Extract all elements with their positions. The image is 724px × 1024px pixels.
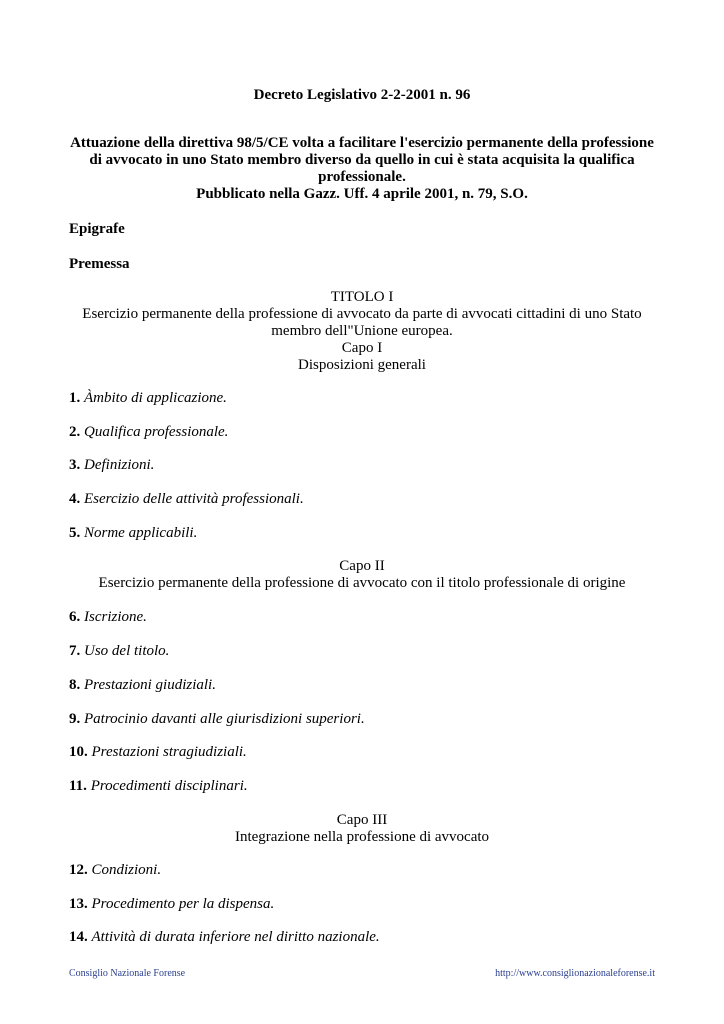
- article-item[interactable]: [69, 929, 380, 946]
- document-subtitle: [69, 135, 655, 203]
- article-title[interactable]: Condizioni.: [91, 862, 162, 878]
- titolo-1-description: Esercizio permanente della professione di avvocato da parte di avvocati cittadini di uno Stato membro dell"Unione europea.: [82, 306, 642, 339]
- article-title[interactable]: Patrocinio davanti alle giurisdizioni superiori.: [84, 711, 365, 727]
- article-item[interactable]: [69, 609, 147, 626]
- article-title[interactable]: Procedimenti disciplinari.: [90, 778, 248, 794]
- article-item[interactable]: [69, 491, 304, 508]
- footer-url-link[interactable]: http://www.consiglionazionaleforense.it: [495, 968, 655, 979]
- article-number: 3.: [69, 457, 81, 473]
- article-number: 9.: [69, 711, 81, 727]
- article-item[interactable]: [69, 862, 161, 879]
- capo-3-description: Integrazione nella professione di avvocato: [234, 829, 490, 845]
- article-item[interactable]: [69, 390, 227, 407]
- titolo-1-title: TITOLO I: [330, 289, 394, 305]
- article-item[interactable]: [69, 896, 274, 913]
- article-item[interactable]: [69, 457, 154, 474]
- article-title[interactable]: Prestazioni giudiziali.: [84, 677, 216, 693]
- titolo-1-heading: [69, 289, 655, 374]
- premessa-label[interactable]: Premessa: [69, 256, 130, 272]
- capo-2-title: Capo II: [339, 558, 385, 574]
- article-number: 6.: [69, 609, 81, 625]
- article-item[interactable]: [69, 643, 169, 660]
- article-item[interactable]: [69, 711, 365, 728]
- article-number: 2.: [69, 424, 81, 440]
- article-item[interactable]: [69, 744, 247, 761]
- footer-publisher: Consiglio Nazionale Forense: [69, 968, 186, 979]
- article-number: 12.: [69, 862, 88, 878]
- capo-2-heading: [69, 558, 655, 592]
- epigrafe-label[interactable]: Epigrafe: [69, 221, 125, 237]
- article-title[interactable]: Attività di durata inferiore nel diritto nazionale.: [91, 929, 380, 945]
- subtitle-text: Attuazione della direttiva 98/5/CE volta a facilitare l'esercizio permanente della professione di avvocato in uno Stato membro diverso da quello in cui è stata acquisita la qualifica professionale.: [70, 135, 654, 185]
- article-title[interactable]: Procedimento per la dispensa.: [91, 896, 275, 912]
- article-title[interactable]: Àmbito di applicazione.: [84, 390, 227, 406]
- article-item[interactable]: [69, 778, 248, 795]
- capo-2-description: Esercizio permanente della professione di avvocato con il titolo professionale di origine: [98, 575, 626, 591]
- article-number: 1.: [69, 390, 81, 406]
- capo-1-title: Capo I: [341, 340, 383, 356]
- article-number: 11.: [69, 778, 87, 794]
- capo-1-description: Disposizioni generali: [298, 357, 426, 373]
- article-item[interactable]: [69, 525, 197, 542]
- article-number: 7.: [69, 643, 81, 659]
- capo-3-title: Capo III: [336, 812, 388, 828]
- article-number: 13.: [69, 896, 88, 912]
- article-number: 14.: [69, 929, 88, 945]
- article-item[interactable]: [69, 677, 216, 694]
- article-number: 10.: [69, 744, 88, 760]
- article-title[interactable]: Definizioni.: [84, 457, 155, 473]
- article-number: 8.: [69, 677, 81, 693]
- document-title: Decreto Legislativo 2-2-2001 n. 96: [253, 87, 471, 103]
- article-title[interactable]: Prestazioni stragiudiziali.: [91, 744, 247, 760]
- article-title[interactable]: Esercizio delle attività professionali.: [84, 491, 304, 507]
- article-item[interactable]: [69, 424, 228, 441]
- article-number: 4.: [69, 491, 81, 507]
- article-title[interactable]: Iscrizione.: [84, 609, 147, 625]
- article-number: 5.: [69, 525, 81, 541]
- article-title[interactable]: Qualifica professionale.: [84, 424, 229, 440]
- capo-3-heading: [69, 812, 655, 846]
- article-title[interactable]: Norme applicabili.: [84, 525, 198, 541]
- publication-info: Pubblicato nella Gazz. Uff. 4 aprile 2001, n. 79, S.O.: [196, 186, 528, 202]
- article-title[interactable]: Uso del titolo.: [84, 643, 170, 659]
